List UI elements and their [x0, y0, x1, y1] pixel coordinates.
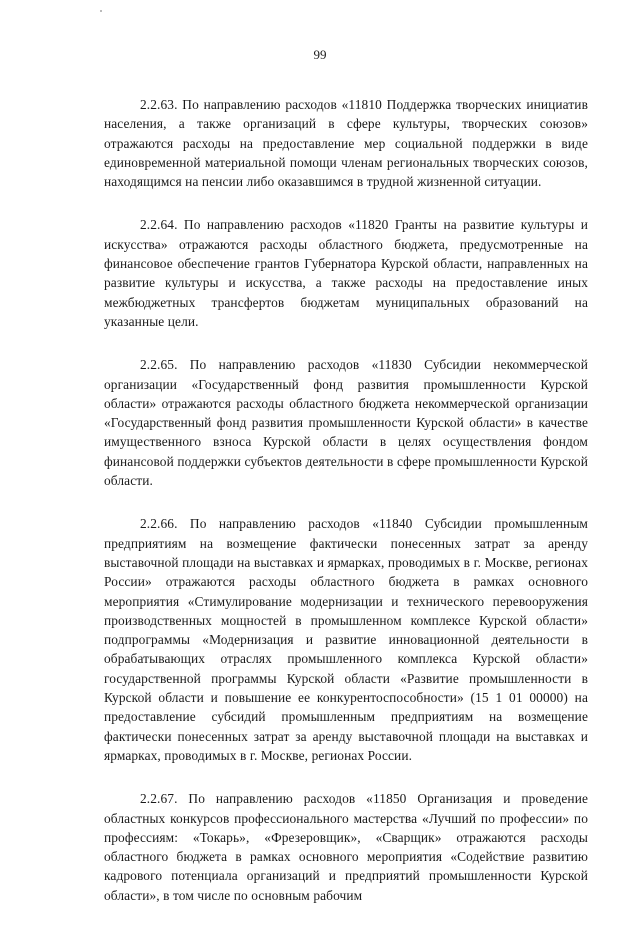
paragraph-2-2-63: 2.2.63. По направлению расходов «11810 Поддержка творческих инициатив населения, а также организаций в сфере культуры, творческих союзов» отражаются расходы на предоставление мер социальной поддержки в виде единовременной материальной помощи членам региональных творческих союзов, находящимся на пенсии либо оказавшимся в трудной жизненной ситуации. — [104, 97, 588, 190]
paragraph-2-2-65: 2.2.65. По направлению расходов «11830 Субсидии некоммерческой организации «Государственный фонд развития промышленности Курской области» отражаются расходы областного бюджета некоммерческой организации «Государственный фонд развития промышленности Курской области» в качестве имущественного взноса Курской области в целях осуществления фондом финансовой поддержки субъектов деятельности в сфере промышленности Курской области. — [104, 357, 588, 489]
page-number: 99 — [313, 47, 327, 62]
paragraph-2-2-66: 2.2.66. По направлению расходов «11840 Субсидии промышленным предприятиям на возмещение фактически понесенных затрат за аренду выставочной площади на выставках и ярмарках, проводимых в г. Москве, регионах России» отражаются расходы областного бюджета в рамках основного мероприятия «Стимулирование модернизации и технического перевооружения производственных мощностей в промышленном комплексе Курской области» подпрограммы «Модернизация и развитие инновационной деятельности в обрабатывающих отраслях промышленного комплекса Курской области» государственной программы Курской области «Развитие промышленности в Курской области и повышение ее конкурентоспособности» (15 1 01 00000) на предоставление субсидий промышленным предприятиям на возмещение фактически понесенных затрат за аренду выставочной площади на выставках и ярмарках, проводимых в г. Москве, регионах России. — [104, 516, 588, 763]
paragraph-2-2-64: 2.2.64. По направлению расходов «11820 Гранты на развитие культуры и искусства» отражаются расходы областного бюджета, предусмотренные на финансовое обеспечение грантов Губернатора Курской области, направленных на развитие культуры и искусства, а также расходы на предоставление иных межбюджетных трансфертов бюджетам муниципальных образований на указанные цели. — [104, 217, 588, 329]
document-body — [104, 95, 588, 929]
scan-artifact — [100, 10, 102, 12]
paragraph-2-2-67: 2.2.67. По направлению расходов «11850 Организация и проведение областных конкурсов профессионального мастерства «Лучший по профессии» по профессиям: «Токарь», «Фрезеровщик», «Сварщик» отражаются расходы областного бюджета в рамках основного мероприятия «Содействие развитию кадрового потенциала организаций и предприятий промышленности Курской области», в том числе по основным рабочим — [104, 791, 588, 903]
